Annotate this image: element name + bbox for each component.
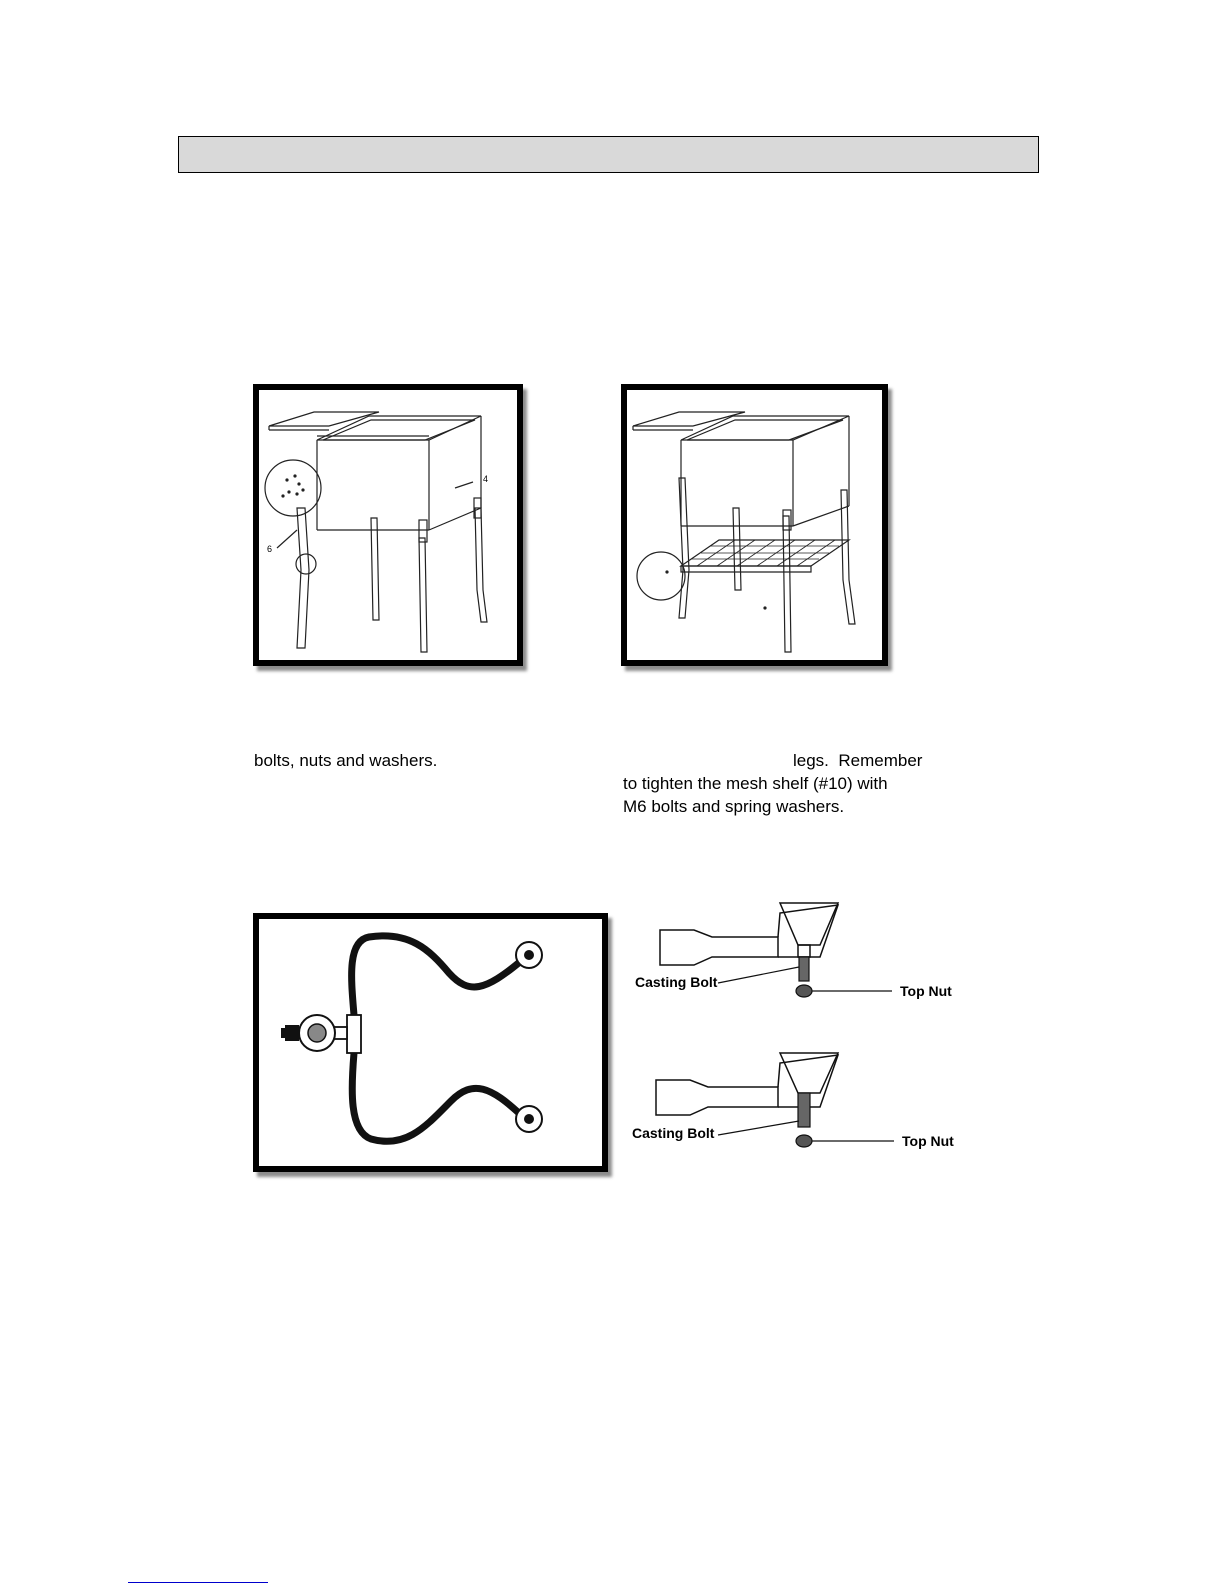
top-nut-label: Top Nut (902, 1133, 954, 1149)
top-nut-label: Top Nut (900, 983, 952, 999)
casting-bolt-illustration (630, 895, 975, 1175)
caption-legs-bolts: bolts, nuts and washers. (254, 751, 438, 770)
caption-mesh-shelf-line1: legs. Remember (793, 751, 923, 770)
figure-casting-bolt-top-nut (630, 895, 975, 1175)
mesh-shelf-illustration (627, 390, 882, 660)
casting-bolt-label: Casting Bolt (632, 1125, 715, 1141)
casting-bolt-label: Casting Bolt (635, 974, 718, 990)
caption-mesh-shelf-line2: to tighten the mesh shelf (#10) with (623, 774, 888, 793)
stand-legs-illustration (259, 390, 517, 660)
caption-mesh-shelf-line3: M6 bolts and spring washers. (623, 797, 845, 816)
figure-stand-legs-assembly (253, 384, 523, 666)
figure-mesh-shelf-assembly (621, 384, 888, 666)
callout-number: 6 (267, 544, 273, 554)
regulator-hose-illustration (259, 919, 602, 1166)
section-header-bar (178, 136, 1039, 173)
footer-link-underline (128, 1582, 268, 1583)
callout-number: 4 (483, 474, 489, 484)
figure-regulator-hose-assembly (253, 913, 608, 1172)
